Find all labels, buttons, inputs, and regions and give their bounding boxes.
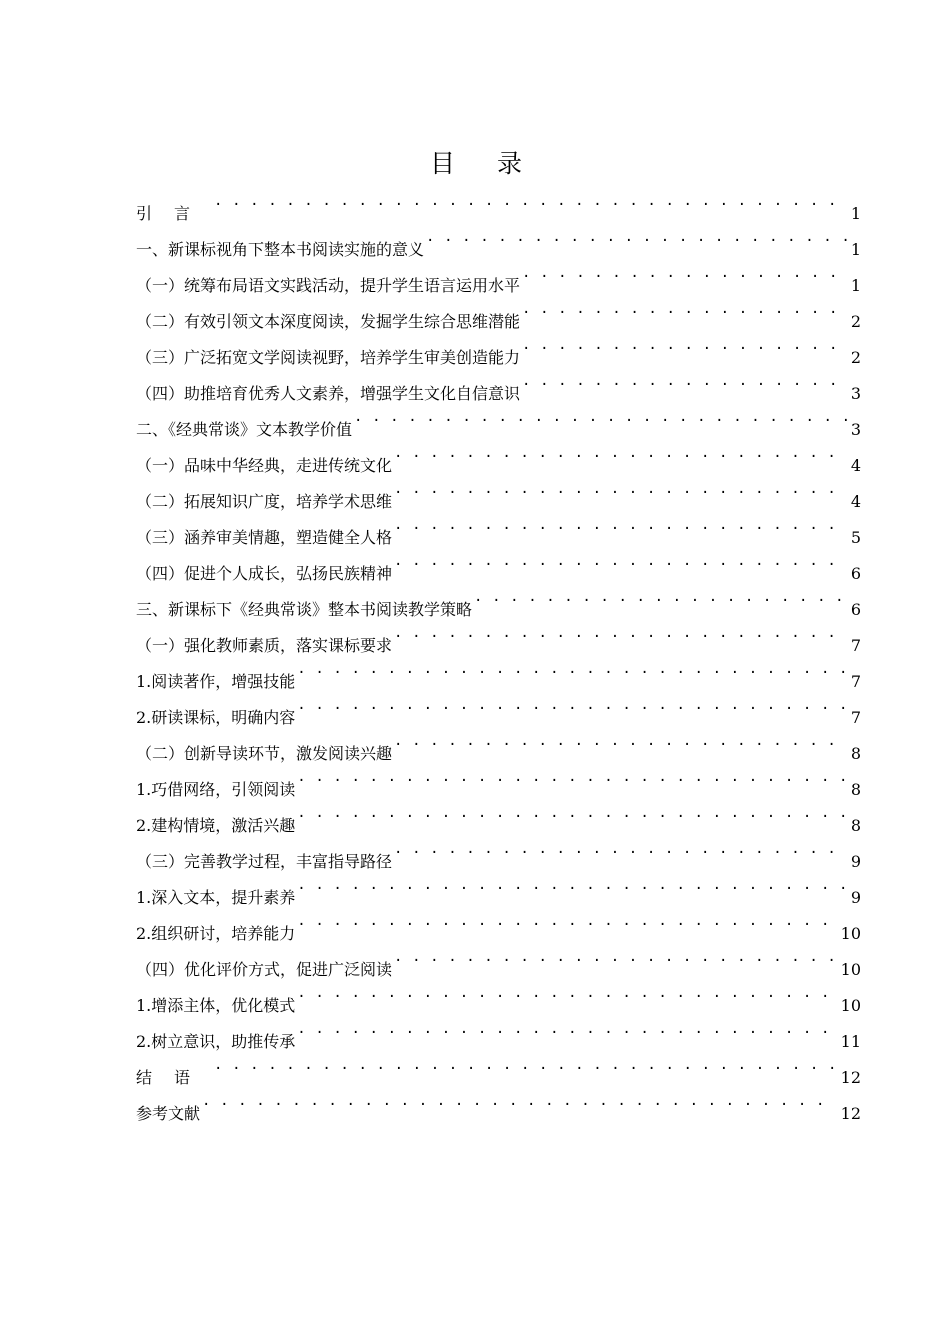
dot-leader [394, 471, 847, 507]
dot-leader [297, 687, 847, 723]
toc-entry-label: 2.树立意识，助推传承 [136, 1032, 296, 1051]
dot-leader [394, 435, 847, 471]
toc-entry-label: 三、新课标下《经典常谈》整本书阅读教学策略 [136, 600, 473, 619]
toc-entry-page-number: 1 [850, 240, 861, 259]
dot-leader [297, 1011, 836, 1047]
toc-entry-label: （四）助推培育优秀人文素养，增强学生文化自信意识 [136, 384, 521, 403]
dot-leader [394, 723, 847, 759]
toc-entry-label: （二）有效引领文本深度阅读，发掘学生综合思维潜能 [136, 312, 521, 331]
toc-entry-label: 结语 [136, 1068, 213, 1087]
toc-entry-page-number: 7 [850, 708, 861, 727]
toc-entry-page-number: 8 [850, 780, 861, 799]
toc-entry-page-number: 1 [850, 204, 861, 223]
toc-entry-page-number: 7 [850, 672, 861, 691]
toc-entry-label: （三）涵养审美情趣，塑造健全人格 [136, 528, 393, 547]
toc-entry-page-number: 8 [850, 816, 861, 835]
dot-leader [394, 543, 847, 579]
toc-entry-label: （一）强化教师素质，落实课标要求 [136, 636, 393, 655]
dot-leader [522, 255, 847, 291]
dot-leader [354, 399, 847, 435]
toc-entry-label: （三）完善教学过程，丰富指导路径 [136, 852, 393, 871]
toc-entry-label: 1.增添主体，优化模式 [136, 996, 296, 1015]
dot-leader [297, 651, 847, 687]
toc-entry-page-number: 6 [850, 600, 861, 619]
dot-leader [297, 975, 836, 1011]
toc-entry-page-number: 6 [850, 564, 861, 583]
toc-entry-label: 2.组织研讨，培养能力 [136, 924, 296, 943]
dot-leader [522, 363, 847, 399]
toc-entry-page-number: 12 [840, 1104, 861, 1123]
toc-entry-label: （二）拓展知识广度，培养学术思维 [136, 492, 393, 511]
dot-leader [474, 579, 847, 615]
toc-entry-label: 二、《经典常谈》文本教学价值 [136, 420, 353, 439]
toc-entry-page-number: 12 [840, 1068, 861, 1087]
toc-entry-page-number: 1 [850, 276, 861, 295]
dot-leader [297, 795, 847, 831]
toc-entry-label: 1.巧借网络，引领阅读 [136, 780, 296, 799]
toc-entry-page-number: 10 [840, 960, 861, 979]
dot-leader [297, 903, 836, 939]
toc-entry-page-number: 7 [850, 636, 861, 655]
toc-entry[interactable] [136, 219, 861, 259]
toc-title: 目录 [429, 149, 564, 178]
toc-entry-label: （一）品味中华经典，走进传统文化 [136, 456, 393, 475]
toc-entry-page-number: 2 [850, 312, 861, 331]
toc-entry-label: （一）统筹布局语文实践活动，提升学生语言运用水平 [136, 276, 521, 295]
toc-entry-label: （二）创新导读环节，激发阅读兴趣 [136, 744, 393, 763]
dot-leader [522, 291, 847, 327]
toc-entry-page-number: 2 [850, 348, 861, 367]
toc-entry-page-number: 9 [850, 888, 861, 907]
toc-entry-label: 2.研读课标，明确内容 [136, 708, 296, 727]
toc-entry-label: 2.建构情境，激活兴趣 [136, 816, 296, 835]
toc-entry-page-number: 4 [850, 492, 861, 511]
toc-entry-label: 1.阅读著作，增强技能 [136, 672, 296, 691]
dot-leader [394, 939, 837, 975]
toc-entry-page-number: 8 [850, 744, 861, 763]
toc-entry[interactable] [136, 183, 861, 223]
toc-entry-page-number: 3 [850, 384, 861, 403]
dot-leader [297, 759, 847, 795]
dot-leader [522, 327, 847, 363]
dot-leader [202, 1083, 837, 1119]
dot-leader [394, 831, 847, 867]
toc-entry-page-number: 10 [840, 996, 861, 1015]
dot-leader [214, 1047, 837, 1083]
dot-leader [426, 219, 847, 255]
dot-leader [214, 183, 847, 219]
toc-entry-label: （四）优化评价方式，促进广泛阅读 [136, 960, 393, 979]
toc-entry-label: 引言 [136, 204, 213, 223]
table-of-contents [136, 183, 861, 1123]
toc-entry-page-number: 9 [850, 852, 861, 871]
toc-entry-label: （三）广泛拓宽文学阅读视野，培养学生审美创造能力 [136, 348, 521, 367]
toc-entry-label: 1.深入文本，提升素养 [136, 888, 296, 907]
toc-entry-page-number: 3 [850, 420, 861, 439]
toc-entry-page-number: 4 [850, 456, 861, 475]
toc-entry-label: 一、新课标视角下整本书阅读实施的意义 [136, 240, 425, 259]
toc-entry-page-number: 5 [850, 528, 861, 547]
dot-leader [297, 867, 847, 903]
toc-entry[interactable] [136, 1047, 861, 1087]
toc-entry-label: 参考文献 [136, 1104, 201, 1123]
toc-entry-label: （四）促进个人成长，弘扬民族精神 [136, 564, 393, 583]
toc-entry-page-number: 11 [840, 1032, 861, 1051]
dot-leader [394, 615, 847, 651]
toc-entry[interactable] [136, 1083, 861, 1123]
toc-entry-page-number: 10 [840, 924, 861, 943]
dot-leader [394, 507, 847, 543]
